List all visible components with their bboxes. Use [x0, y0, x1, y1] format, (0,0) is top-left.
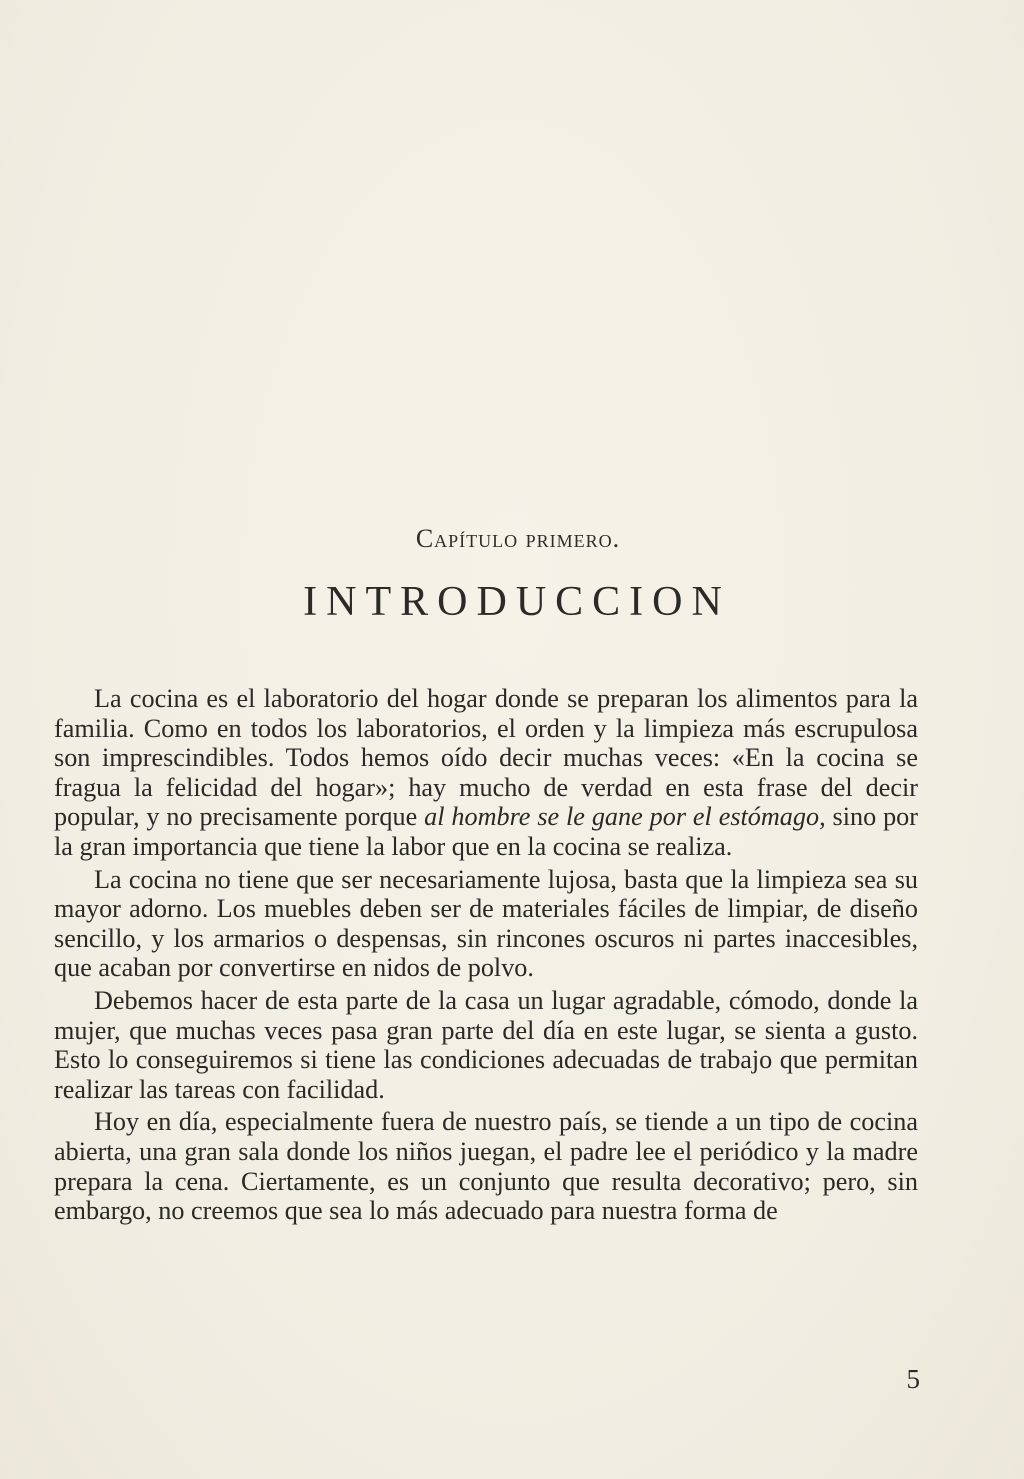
paragraph-1 — [54, 684, 918, 862]
paragraph-1-text-b: sino por la gran importancia que tiene la labor que en la cocina se realiza. — [54, 802, 918, 861]
paragraph-3 — [54, 986, 918, 1104]
paragraph-1-emphasis: al hombre se le gane por el estómago, — [424, 802, 826, 832]
paragraph-4-text: Hoy en día, especialmente fuera de nuestro país, se tiende a un tipo de cocina abierta, una gran sala donde los niños juegan, el padre lee el periódico y la madre prepara la cena. Ciertamente, es un conjunto que resulta decorativo; pero, sin embargo, no creemos que sea lo más adecuado para nuestra forma de — [54, 1107, 918, 1226]
page-number: 5 — [906, 1364, 920, 1394]
paragraph-4 — [54, 1107, 918, 1225]
paragraph-2 — [54, 865, 918, 983]
paragraph-1-text-a: La cocina es el laboratorio del hogar donde se preparan los alimentos para la familia. Como en todos los laboratorios, el orden y la limpieza más escrupulosa son imprescindibles. Todos hemos oído decir muchas veces: «En la cocina se fragua la felicidad del hogar»; hay mucho de verdad en esta frase del decir popular, y no precisamente porque — [54, 684, 918, 832]
chapter-label: Capítulo primero. — [415, 524, 621, 553]
paragraph-3-text: Debemos hacer de esta parte de la casa un lugar agradable, cómodo, donde la mujer, que muchas veces pasa gran parte del día en este lugar, se sienta a gusto. Esto lo conseguiremos si tiene las condiciones adecuadas de trabajo que permitan realizar las tareas con facilidad. — [54, 985, 918, 1104]
body-text — [54, 684, 918, 1229]
paragraph-2-text: La cocina no tiene que ser necesariamente lujosa, basta que la limpieza sea su mayor adorno. Los muebles deben ser de materiales fáciles de limpiar, de diseño sencillo, y los armarios o despensas, sin rincones oscuros ni partes inaccesibles, que acaban por convertirse en nidos de polvo. — [54, 864, 918, 983]
chapter-title: INTRODUCCION — [303, 579, 731, 625]
